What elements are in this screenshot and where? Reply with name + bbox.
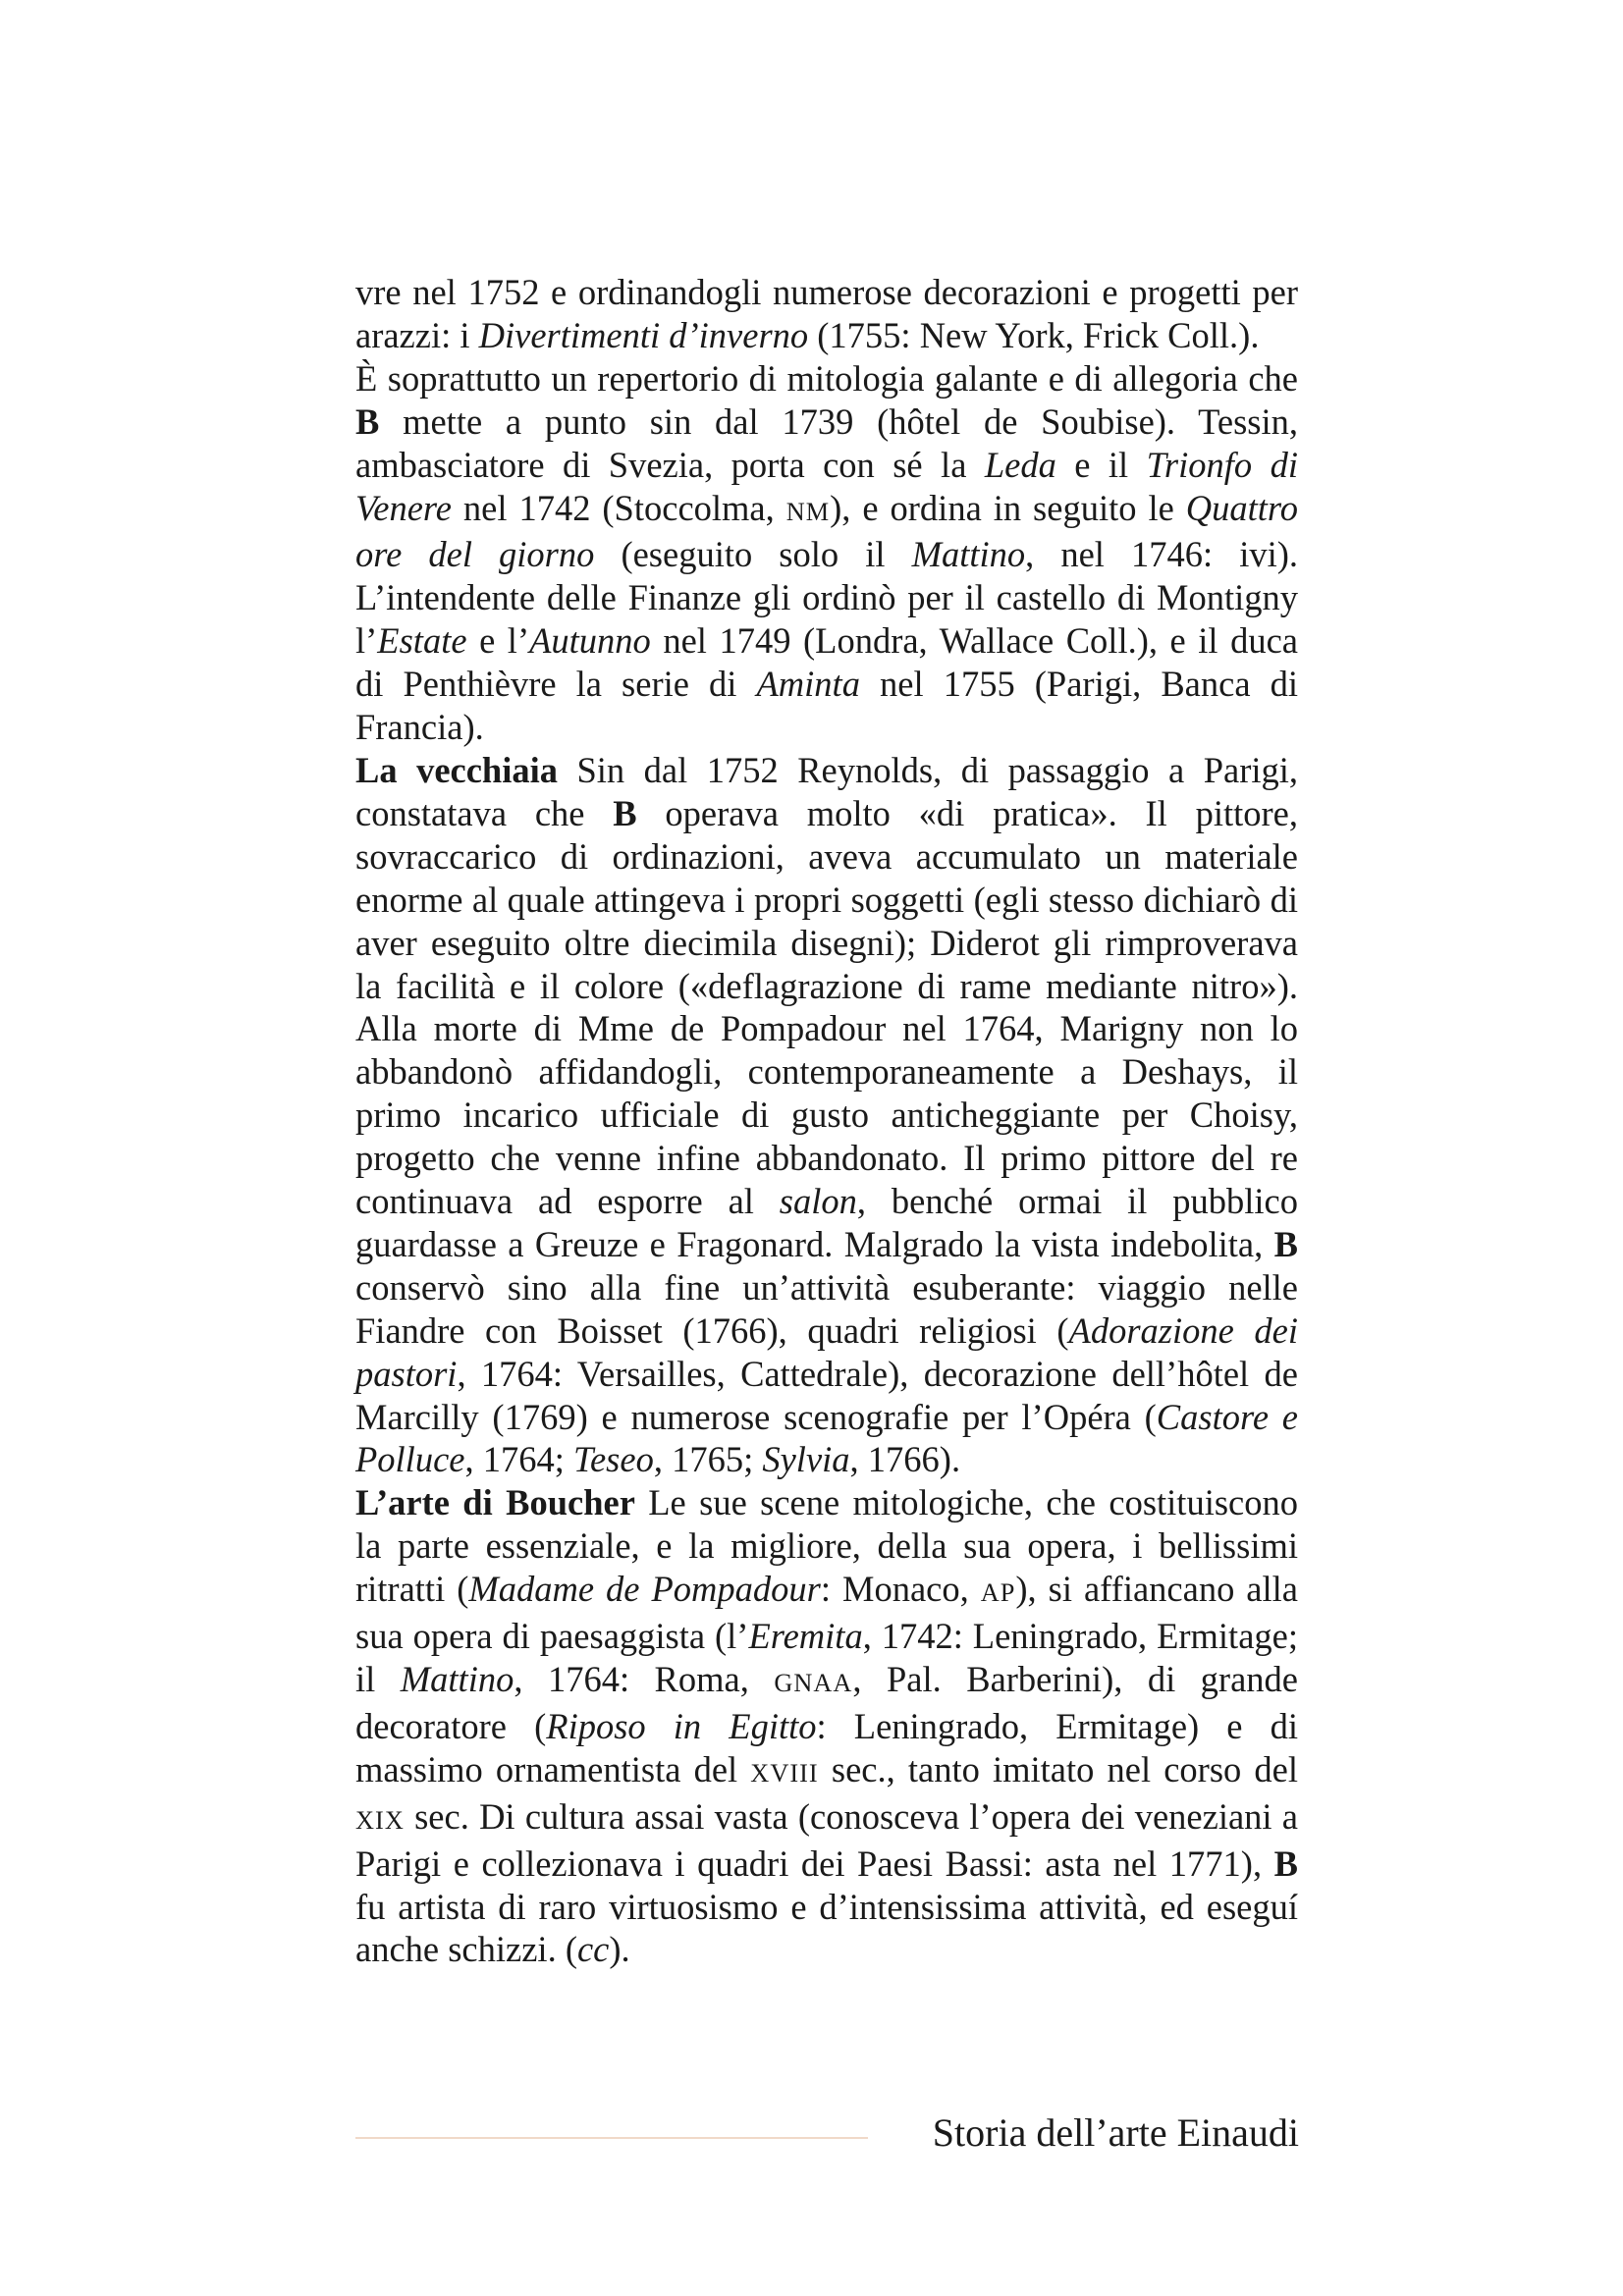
paragraph-2: È soprattutto un repertorio di mitologia galante e di allegoria che B mette a punto sin dal 1739 (hôtel de Soubise). Tessin, ambasciatore di Svezia, porta con sé la Leda e il Trionfo di Venere nel 1742 (Stoccolma, NM), e ordina in seguito le Quattro ore del giorno (eseguito solo il Mattino, nel 1746: ivi). L’intendente delle Finanze gli ordinò per il castello di Montigny l’Estate e l’Autunno nel 1749 (Londra, Wallace Coll.), e il duca di Penthièvre la serie di Aminta nel 1755 (Parigi, Banca di Francia). [355,357,1299,748]
section-heading-la-vecchiaia: La vecchiaia [355,749,559,790]
paragraph-4: L’arte di Boucher Le sue scene mitologiche, che costituiscono la parte essenziale, e la migliore, della sua opera, i bellissimi ritratti (Madame de Pompadour: Monaco, AP), si affiancano alla sua opera di paesaggista (l’Eremita, 1742: Leningrado, Ermitage; il Mattino, 1764: Roma, GNAA, Pal. Barberini), di grande decoratore (Riposo in Egitto: Leningrado, Ermitage) e di massimo ornamentista del XVIII sec., tanto imitato nel corso del XIX sec. Di cultura assai vasta (conosceva l’opera dei veneziani a Parigi e collezionava i quadri dei Paesi Bassi: asta nel 1771), B fu artista di raro virtuosismo e d’intensissima attività, ed eseguí anche schizzi. (cc). [355,1482,1298,1970]
paragraph-1: vre nel 1752 e ordinandogli numerose decorazioni e progetti per arazzi: i Divertimenti d’inverno (1755: New York, Frick Coll.). [355,272,1298,355]
article-body [355,271,1298,1971]
paragraph-3: La vecchiaia Sin dal 1752 Reynolds, di passaggio a Parigi, constatava che B operava molto «di pratica». Il pittore, sovraccarico di ordinazioni, aveva accumulato un materiale enorme al quale attingeva i propri soggetti (egli stesso dichiarò di aver eseguito oltre diecimila disegni); Diderot gli rimproverava la facilità e il colore («deflagrazione di rame mediante nitro»). Alla morte di Mme de Pompadour nel 1764, Marigny non lo abbandonò affidandogli, contemporaneamente a Deshays, il primo incarico ufficiale di gusto anticheggiante per Choisy, progetto che venne infine abbandonato. Il primo pittore del re continuava ad esporre al salon, benché ormai il pubblico guardasse a Greuze e Fragonard. Malgrado la vista indebolita, B conservò sino alla fine un’attività esuberante: viaggio nelle Fiandre con Boisset (1766), quadri religiosi (Adorazione dei pastori, 1764: Versailles, Cattedrale), decorazione dell’hôtel de Marcilly (1769) e numerose scenografie per l’Opéra (Castore e Polluce, 1764; Teseo, 1765; Sylvia, 1766). [355,749,1298,1480]
footer-title: Storia dell’arte Einaudi [932,2110,1299,2155]
footer-rule [355,2137,868,2139]
section-heading-arte-di-boucher: L’arte di Boucher [355,1482,635,1523]
